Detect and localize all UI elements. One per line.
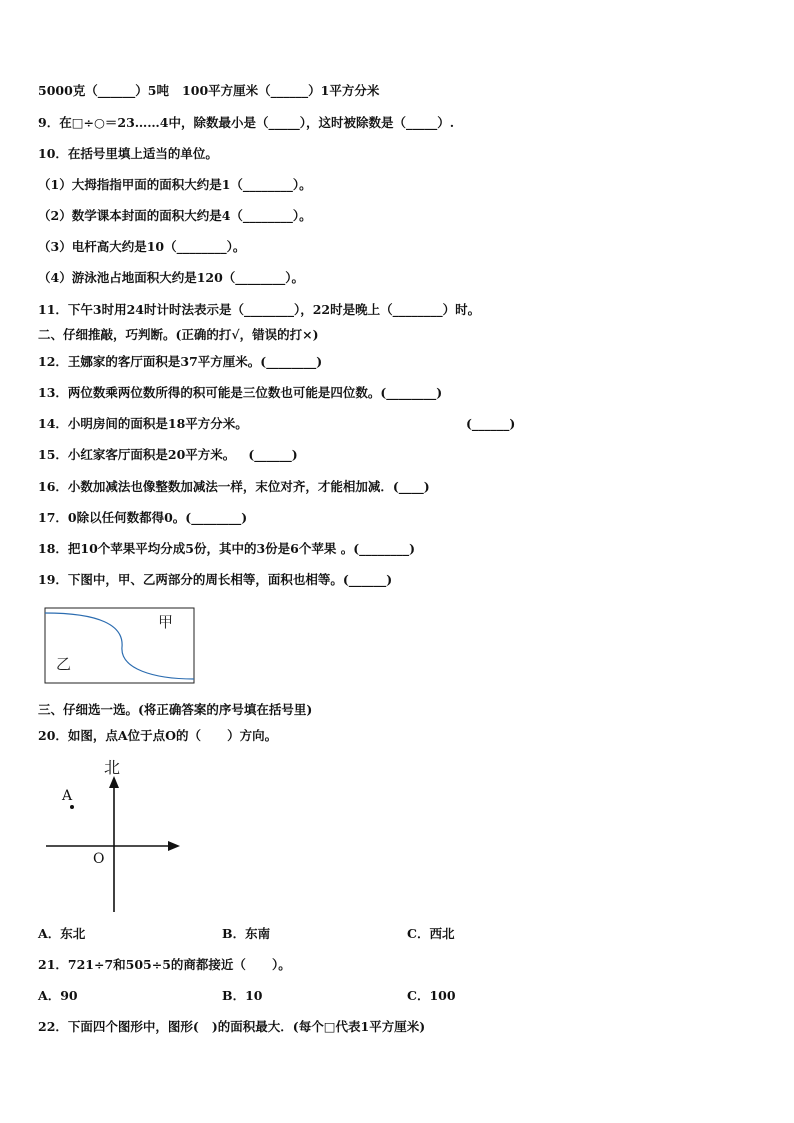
question-16: 16．小数加减法也像整数加减法一样，末位对齐，才能相加减．(____) [38, 479, 430, 494]
question-11: 11．下午3时用24时计时法表示是（________），22时是晚上（________）时。 [38, 302, 481, 317]
point-a-dot [70, 805, 74, 809]
question-13: 13．两位数乘两位数所得的积可能是三位数也可能是四位数。(________) [38, 385, 443, 400]
origin-label: O [93, 851, 105, 867]
east-arrow-icon [168, 841, 180, 851]
question-18: 18．把10个苹果平均分成5份，其中的3份是6个苹果 。(________) [38, 541, 416, 556]
question-10: 10．在括号里填上适当的单位。 [38, 146, 218, 161]
question-15: 15．小红家客厅面积是20平方米。 (______) [38, 447, 298, 462]
question-10-2: （2）数学课本封面的面积大约是4（________）。 [38, 208, 312, 223]
question-22: 22．下面四个图形中，图形( )的面积最大．(每个□代表1平方厘米) [38, 1019, 426, 1034]
question-10-4: （4）游泳池占地面积大约是120（________）。 [38, 270, 305, 285]
question-19-figure [44, 607, 196, 685]
question-14: 14．小明房间的面积是18平方分米。 [38, 416, 248, 431]
unit-compare-line: 5000克（______）5吨 100平方厘米（______）1平方分米 [38, 83, 380, 98]
section-2-heading: 二、仔细推敲，巧判断。(正确的打√，错误的打×) [38, 327, 319, 342]
q21-option-b: B．10 [222, 988, 263, 1003]
question-20: 20．如图，点A位于点O的（ ）方向。 [38, 728, 278, 743]
q21-option-c: C．100 [407, 988, 456, 1003]
question-20-figure [44, 756, 184, 916]
question-10-1: （1）大拇指指甲面的面积大约是1（________）。 [38, 177, 312, 192]
question-17: 17．0除以任何数都得0。(________) [38, 510, 248, 525]
question-9: 9．在□÷○＝23……4中，除数最小是（_____），这时被除数是（_____）. [38, 115, 455, 130]
label-yi: 乙 [56, 655, 72, 673]
north-arrow-icon [109, 776, 119, 788]
q20-option-b: B．东南 [222, 926, 271, 941]
section-3-heading: 三、仔细选一选。(将正确答案的序号填在括号里) [38, 702, 313, 717]
question-19: 19．下图中，甲、乙两部分的周长相等，面积也相等。(______) [38, 572, 393, 587]
question-21: 21．721÷7和505÷5的商都接近（ ）。 [38, 957, 291, 972]
point-a-label: A [62, 788, 73, 804]
q20-option-a: A．东北 [38, 926, 86, 941]
question-12: 12．王娜家的客厅面积是37平方厘米。(________) [38, 354, 323, 369]
label-jia: 甲 [158, 613, 174, 631]
north-label: 北 [104, 758, 121, 777]
question-10-3: （3）电杆高大约是10（________）。 [38, 239, 246, 254]
q20-option-c: C．西北 [407, 926, 455, 941]
question-14-answer-blank: (______) [466, 416, 516, 431]
q21-option-a: A．90 [38, 988, 78, 1003]
